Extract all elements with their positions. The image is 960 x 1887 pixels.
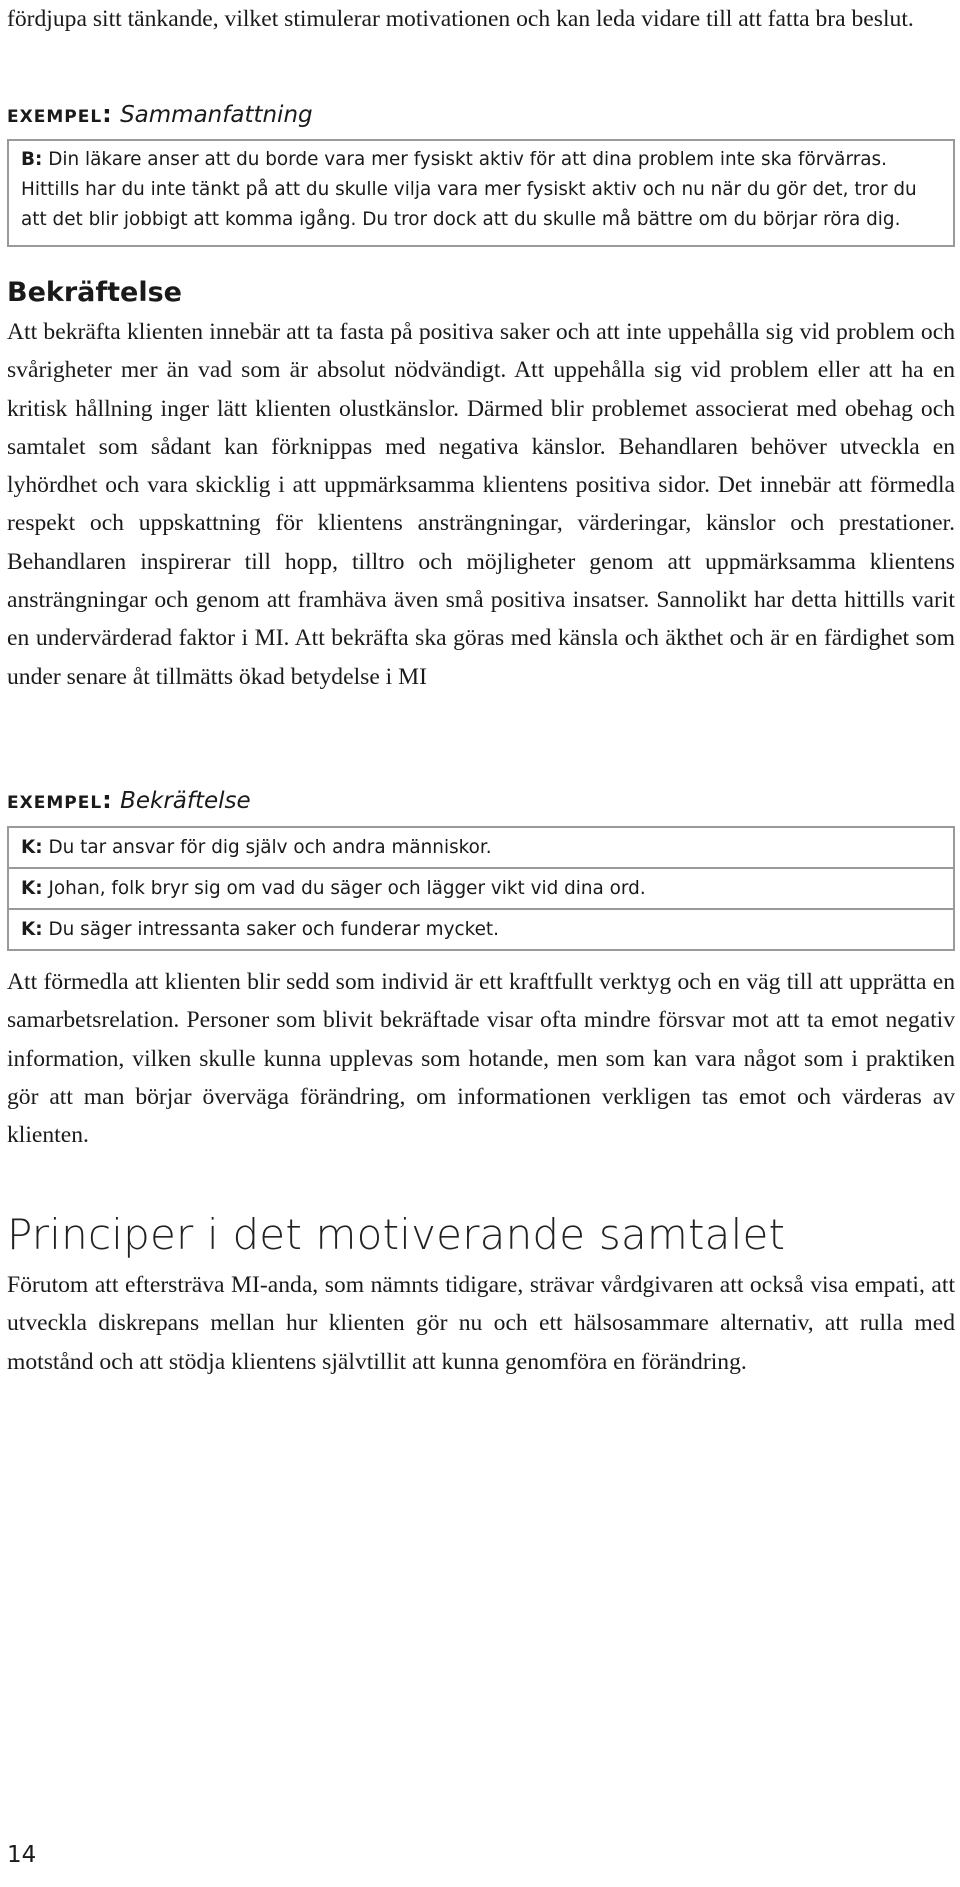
- example-line-text: Johan, folk bryr sig om vad du säger och lägger vikt vid dina ord.: [48, 878, 646, 899]
- page-number: 14: [7, 1842, 37, 1868]
- intro-paragraph: fördjupa sitt tänkande, vilket stimulerar motivationen och kan leda vidare till att fatta bra beslut.: [7, 6, 914, 32]
- example-label-sammanfattning: [7, 100, 313, 128]
- speaker-label: K:: [21, 878, 43, 899]
- principer-paragraph: Förutom att eftersträva MI-anda, som nämnts tidigare, strävar vårdgivaren att också visa empati, att utveckla diskrepans mellan hur klienten gör nu och ett hälsosammare alternativ, att rulla med motstånd och att stödja klientens självtillit att kunna genomföra en förändring.: [7, 1272, 955, 1375]
- section-heading-bekraftelse: Bekräftelse: [7, 277, 182, 308]
- example-label-bekraftelse: [7, 786, 251, 814]
- section-heading-principer: Principer i det motiverande samtalet: [7, 1210, 786, 1259]
- example-line-text: Du tar ansvar för dig själv och andra människor.: [48, 837, 492, 858]
- example-keyword: exempel:: [7, 786, 113, 814]
- speaker-label: B:: [21, 149, 43, 170]
- bekraftelse-paragraph: Att bekräfta klienten innebär att ta fasta på positiva saker och att inte uppehålla sig vid problem och svårigheter mer än vad som är absolut nödvändigt. Att uppehålla sig vid problem eller att ha en kritisk hållning inger lätt klienten olustkänslor. Därmed blir problemet associerat med obehag och samtalet som sådant kan förknippas med negativa känslor. Behandlaren behöver utveckla en lyhördhet och vara skicklig i att uppmärksamma klientens positiva sidor. Det innebär att förmedla respekt och uppskattning för klientens ansträngningar, värderingar, känslor och prestationer. Behandlaren inspirerar till hopp, tilltro och möjligheter genom att uppmärksamma klientens ansträngningar och genom att framhäva även små positiva insatser. Sannolikt har detta hittills varit en undervärderad faktor i MI. Att bekräfta ska göras med känsla och äkthet och är en färdighet som under senare åt tillmätts ökad betydelse i MI: [7, 319, 955, 690]
- after-example-paragraph: Att förmedla att klienten blir sedd som individ är ett kraftfullt verktyg och en väg till att upprätta en samarbetsrelation. Personer som blivit bekräftade visar ofta mindre försvar mot att ta emot negativ information, vilken skulle kunna upplevas som hotande, men som kan vara något som i praktiken gör att man börjar överväga förändring, om informationen verkligen tas emot och värderas av klienten.: [7, 969, 955, 1149]
- example-line-text: Du säger intressanta saker och funderar mycket.: [48, 919, 499, 940]
- example-line: [7, 826, 955, 869]
- example-line: [7, 867, 955, 910]
- example-keyword: exempel:: [7, 100, 113, 128]
- example-title: Bekräftelse: [120, 788, 251, 814]
- speaker-label: K:: [21, 919, 43, 940]
- example-text: Din läkare anser att du borde vara mer fysiskt aktiv för att dina problem inte ska förvärras. Hittills har du inte tänkt på att du skulle vilja vara mer fysiskt aktiv och nu när du gör det, tror du att det blir jobbigt att komma igång. Du tror dock att du skulle må bättre om du börjar röra dig.: [21, 149, 917, 230]
- example-line: [7, 908, 955, 951]
- speaker-label: K:: [21, 837, 43, 858]
- example-box-sammanfattning: [7, 139, 955, 247]
- example-title: Sammanfattning: [120, 102, 313, 128]
